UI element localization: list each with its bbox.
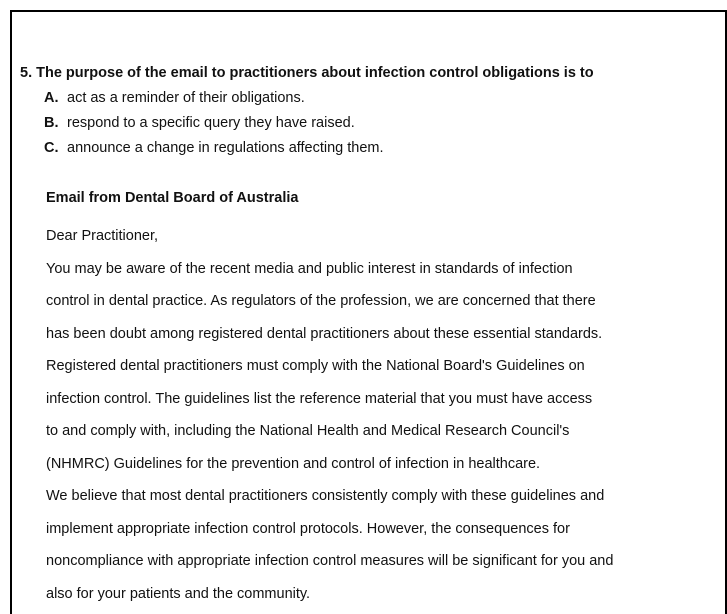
email-line: Registered dental practitioners must comply with the National Board's Guidelines on — [46, 358, 585, 374]
email-line: control in dental practice. As regulators of the profession, we are concerned that there — [46, 293, 596, 309]
email-line: also for your patients and the community. — [46, 586, 311, 602]
question-text: 5. The purpose of the email to practitioners about infection control obligations is to — [20, 65, 594, 81]
email-heading: Email from Dental Board of Australia — [46, 190, 299, 206]
email-line: implement appropriate infection control protocols. However, the consequences for — [46, 521, 570, 537]
option-text: act as a reminder of their obligations. — [67, 90, 305, 106]
document-frame — [10, 10, 727, 614]
email-line: We believe that most dental practitioners consistently comply with these guidelines and — [46, 488, 605, 504]
email-line: (NHMRC) Guidelines for the prevention and control of infection in healthcare. — [46, 456, 541, 472]
email-line: You may be aware of the recent media and public interest in standards of infection — [46, 261, 573, 277]
email-line: infection control. The guidelines list the reference material that you must have access — [46, 391, 593, 407]
option-letter: C. — [44, 140, 59, 156]
option-letter: A. — [44, 90, 59, 106]
option-letter: B. — [44, 115, 59, 131]
email-line: Dear Practitioner, — [46, 228, 159, 244]
email-line: to and comply with, including the National Health and Medical Research Council's — [46, 423, 570, 439]
email-line: noncompliance with appropriate infection control measures will be significant for you and — [46, 553, 614, 569]
email-line: has been doubt among registered dental practitioners about these essential standards. — [46, 326, 603, 342]
option-c — [44, 140, 384, 156]
option-text: respond to a specific query they have raised. — [67, 115, 355, 131]
option-a — [44, 90, 305, 106]
option-b — [44, 115, 355, 131]
option-text: announce a change in regulations affecting them. — [67, 140, 384, 156]
